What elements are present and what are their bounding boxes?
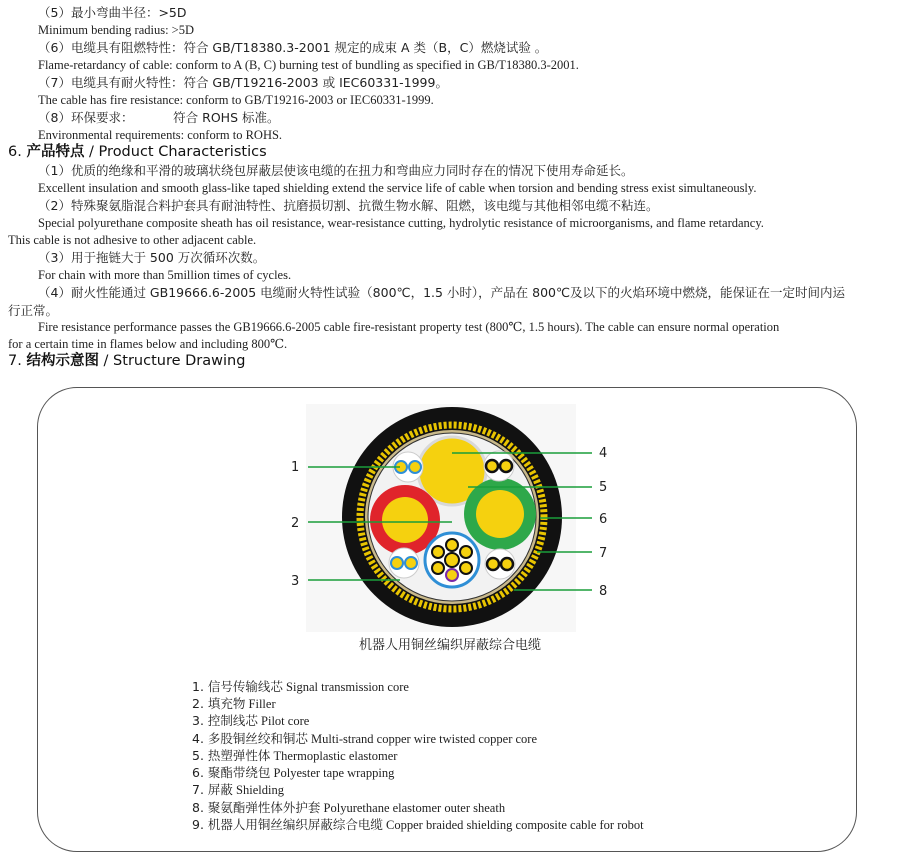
spec-6-en: Flame-retardancy of cable: conform to A (B, C) burning test of bundling as specified in GB/T18380.3-2001. bbox=[38, 58, 579, 72]
legend-7-en: Shielding bbox=[232, 783, 284, 797]
pilot-wire-c bbox=[487, 558, 499, 570]
feature-3-zh: （3）用于拖链大于 500 万次循环次数。 bbox=[38, 250, 266, 265]
legend-6-zh: 6. 聚酯带绕包 bbox=[192, 765, 271, 780]
feature-4-zh-cont: 行正常。 bbox=[8, 303, 59, 318]
legend-item-8 bbox=[192, 799, 505, 817]
legend-4-en: Multi-strand copper wire twisted copper core bbox=[307, 732, 537, 746]
pilot-bundle-wire-1 bbox=[446, 539, 458, 551]
section-6-title-zh: 产品特点 bbox=[26, 144, 85, 160]
legend-item-9 bbox=[192, 816, 644, 834]
pilot-wire-a bbox=[486, 460, 498, 472]
legend-2-en: Filler bbox=[245, 697, 276, 711]
spec-5-en: Minimum bending radius: >5D bbox=[38, 23, 194, 37]
callout-6: 6 bbox=[599, 512, 608, 527]
signal-wire-d bbox=[405, 557, 417, 569]
legend-item-1 bbox=[192, 678, 409, 696]
power-core-red-conductor bbox=[382, 497, 428, 543]
pilot-bundle-wire-6 bbox=[432, 546, 444, 558]
section-7-title-zh: 结构示意图 bbox=[26, 353, 99, 369]
feature-2-en: Special polyurethane composite sheath has oil resistance, wear-resistance cutting, hydrolytic resistance of microorganisms, and flame retardancy. bbox=[38, 216, 764, 230]
legend-1-zh: 1. 信号传输线芯 bbox=[192, 679, 283, 694]
legend-6-en: Polyester tape wrapping bbox=[270, 766, 395, 780]
legend-8-en: Polyurethane elastomer outer sheath bbox=[320, 801, 506, 815]
legend-7-zh: 7. 屏蔽 bbox=[192, 782, 233, 797]
signal-wire-b bbox=[409, 461, 421, 473]
feature-4-en-cont: for a certain time in flames below and including 800℃. bbox=[8, 337, 288, 351]
callout-1: 1 bbox=[291, 460, 300, 475]
callout-2: 2 bbox=[291, 516, 300, 531]
pilot-bundle-wire-2 bbox=[460, 546, 472, 558]
legend-item-6 bbox=[192, 764, 394, 782]
legend-2-zh: 2. 填充物 bbox=[192, 696, 246, 711]
feature-2-zh: （2）特殊聚氨脂混合料护套具有耐油特性、抗磨损切割、抗微生物水解、阻燃，该电缆与其他相邻电缆不粘连。 bbox=[38, 198, 659, 213]
legend-item-7 bbox=[192, 781, 284, 799]
section-6-title-en: / Product Characteristics bbox=[84, 144, 267, 160]
feature-2-en-cont: This cable is not adhesive to other adjacent cable. bbox=[8, 233, 257, 247]
spec-8-en: Environmental requirements: conform to ROHS. bbox=[38, 128, 283, 142]
spec-6-zh: （6）电缆具有阻燃特性：符合 GB/T18380.3-2001 规定的成束 A 类（B，C）燃烧试验 。 bbox=[38, 40, 548, 55]
pilot-wire-b bbox=[500, 460, 512, 472]
pilot-bundle-wire-5 bbox=[432, 562, 444, 574]
feature-4-en: Fire resistance performance passes the GB19666.6-2005 cable fire-resistant property test (800℃, 1.5 hours). The cable can ensure normal operation bbox=[38, 320, 780, 334]
power-core-green-conductor bbox=[476, 490, 524, 538]
legend-item-2 bbox=[192, 695, 276, 713]
legend-4-zh: 4. 多股铜丝绞和铜芯 bbox=[192, 731, 308, 746]
legend-5-en: Thermoplastic elastomer bbox=[270, 749, 398, 763]
callout-4: 4 bbox=[599, 446, 608, 461]
legend-item-4 bbox=[192, 730, 537, 748]
feature-4-zh: （4）耐火性能通过 GB19666.6-2005 电缆耐火特性试验（800℃，1.5 小时），产品在 800℃及以下的火焰环境中燃烧，能保证在一定时间内运 bbox=[38, 285, 846, 300]
pilot-bundle-wire-4 bbox=[446, 569, 458, 581]
section-6-number: 6. bbox=[8, 144, 22, 160]
legend-5-zh: 5. 热塑弹性体 bbox=[192, 748, 271, 763]
legend-item-5 bbox=[192, 747, 397, 765]
drawing-caption: 机器人用铜丝编织屏蔽综合电缆 bbox=[358, 638, 541, 653]
callout-3: 3 bbox=[291, 574, 300, 589]
pilot-bundle-wire-center bbox=[445, 553, 459, 567]
section-7-number: 7. bbox=[8, 353, 22, 369]
legend-9-zh: 9. 机器人用铜丝编织屏蔽综合电缆 bbox=[192, 817, 383, 832]
spec-7-zh: （7）电缆具有耐火特性：符合 GB/T19216-2003 或 IEC60331-1999。 bbox=[38, 75, 448, 90]
feature-3-en: For chain with more than 5million times of cycles. bbox=[38, 268, 292, 282]
pilot-wire-d bbox=[501, 558, 513, 570]
pilot-bundle-wire-3 bbox=[460, 562, 472, 574]
legend-item-3 bbox=[192, 712, 309, 730]
signal-wire-c bbox=[391, 557, 403, 569]
legend-3-en: Pilot core bbox=[257, 714, 310, 728]
spec-7-en: The cable has fire resistance: conform to GB/T19216-2003 or IEC60331-1999. bbox=[38, 93, 434, 107]
legend-1-en: Signal transmission core bbox=[282, 680, 409, 694]
spec-8-zh: （8）环保要求： 符合 ROHS 标准。 bbox=[38, 110, 280, 125]
legend-8-zh: 8. 聚氨酯弹性体外护套 bbox=[192, 800, 321, 815]
callout-7: 7 bbox=[599, 546, 608, 561]
spec-5-zh: （5）最小弯曲半径：>5D bbox=[38, 5, 187, 20]
feature-1-zh: （1）优质的绝缘和平滑的玻璃状绕包屏蔽层使该电缆的在扭力和弯曲应力同时存在的情况下使用寿命延长。 bbox=[38, 163, 634, 178]
callout-8: 8 bbox=[599, 584, 608, 599]
legend-3-zh: 3. 控制线芯 bbox=[192, 713, 258, 728]
feature-1-en: Excellent insulation and smooth glass-like taped shielding extend the service life of cable when torsion and bending stress exist simultaneously. bbox=[38, 181, 757, 195]
section-7-title-en: / Structure Drawing bbox=[98, 353, 246, 369]
callout-5: 5 bbox=[599, 480, 608, 495]
legend-9-en: Copper braided shielding composite cable for robot bbox=[382, 818, 644, 832]
